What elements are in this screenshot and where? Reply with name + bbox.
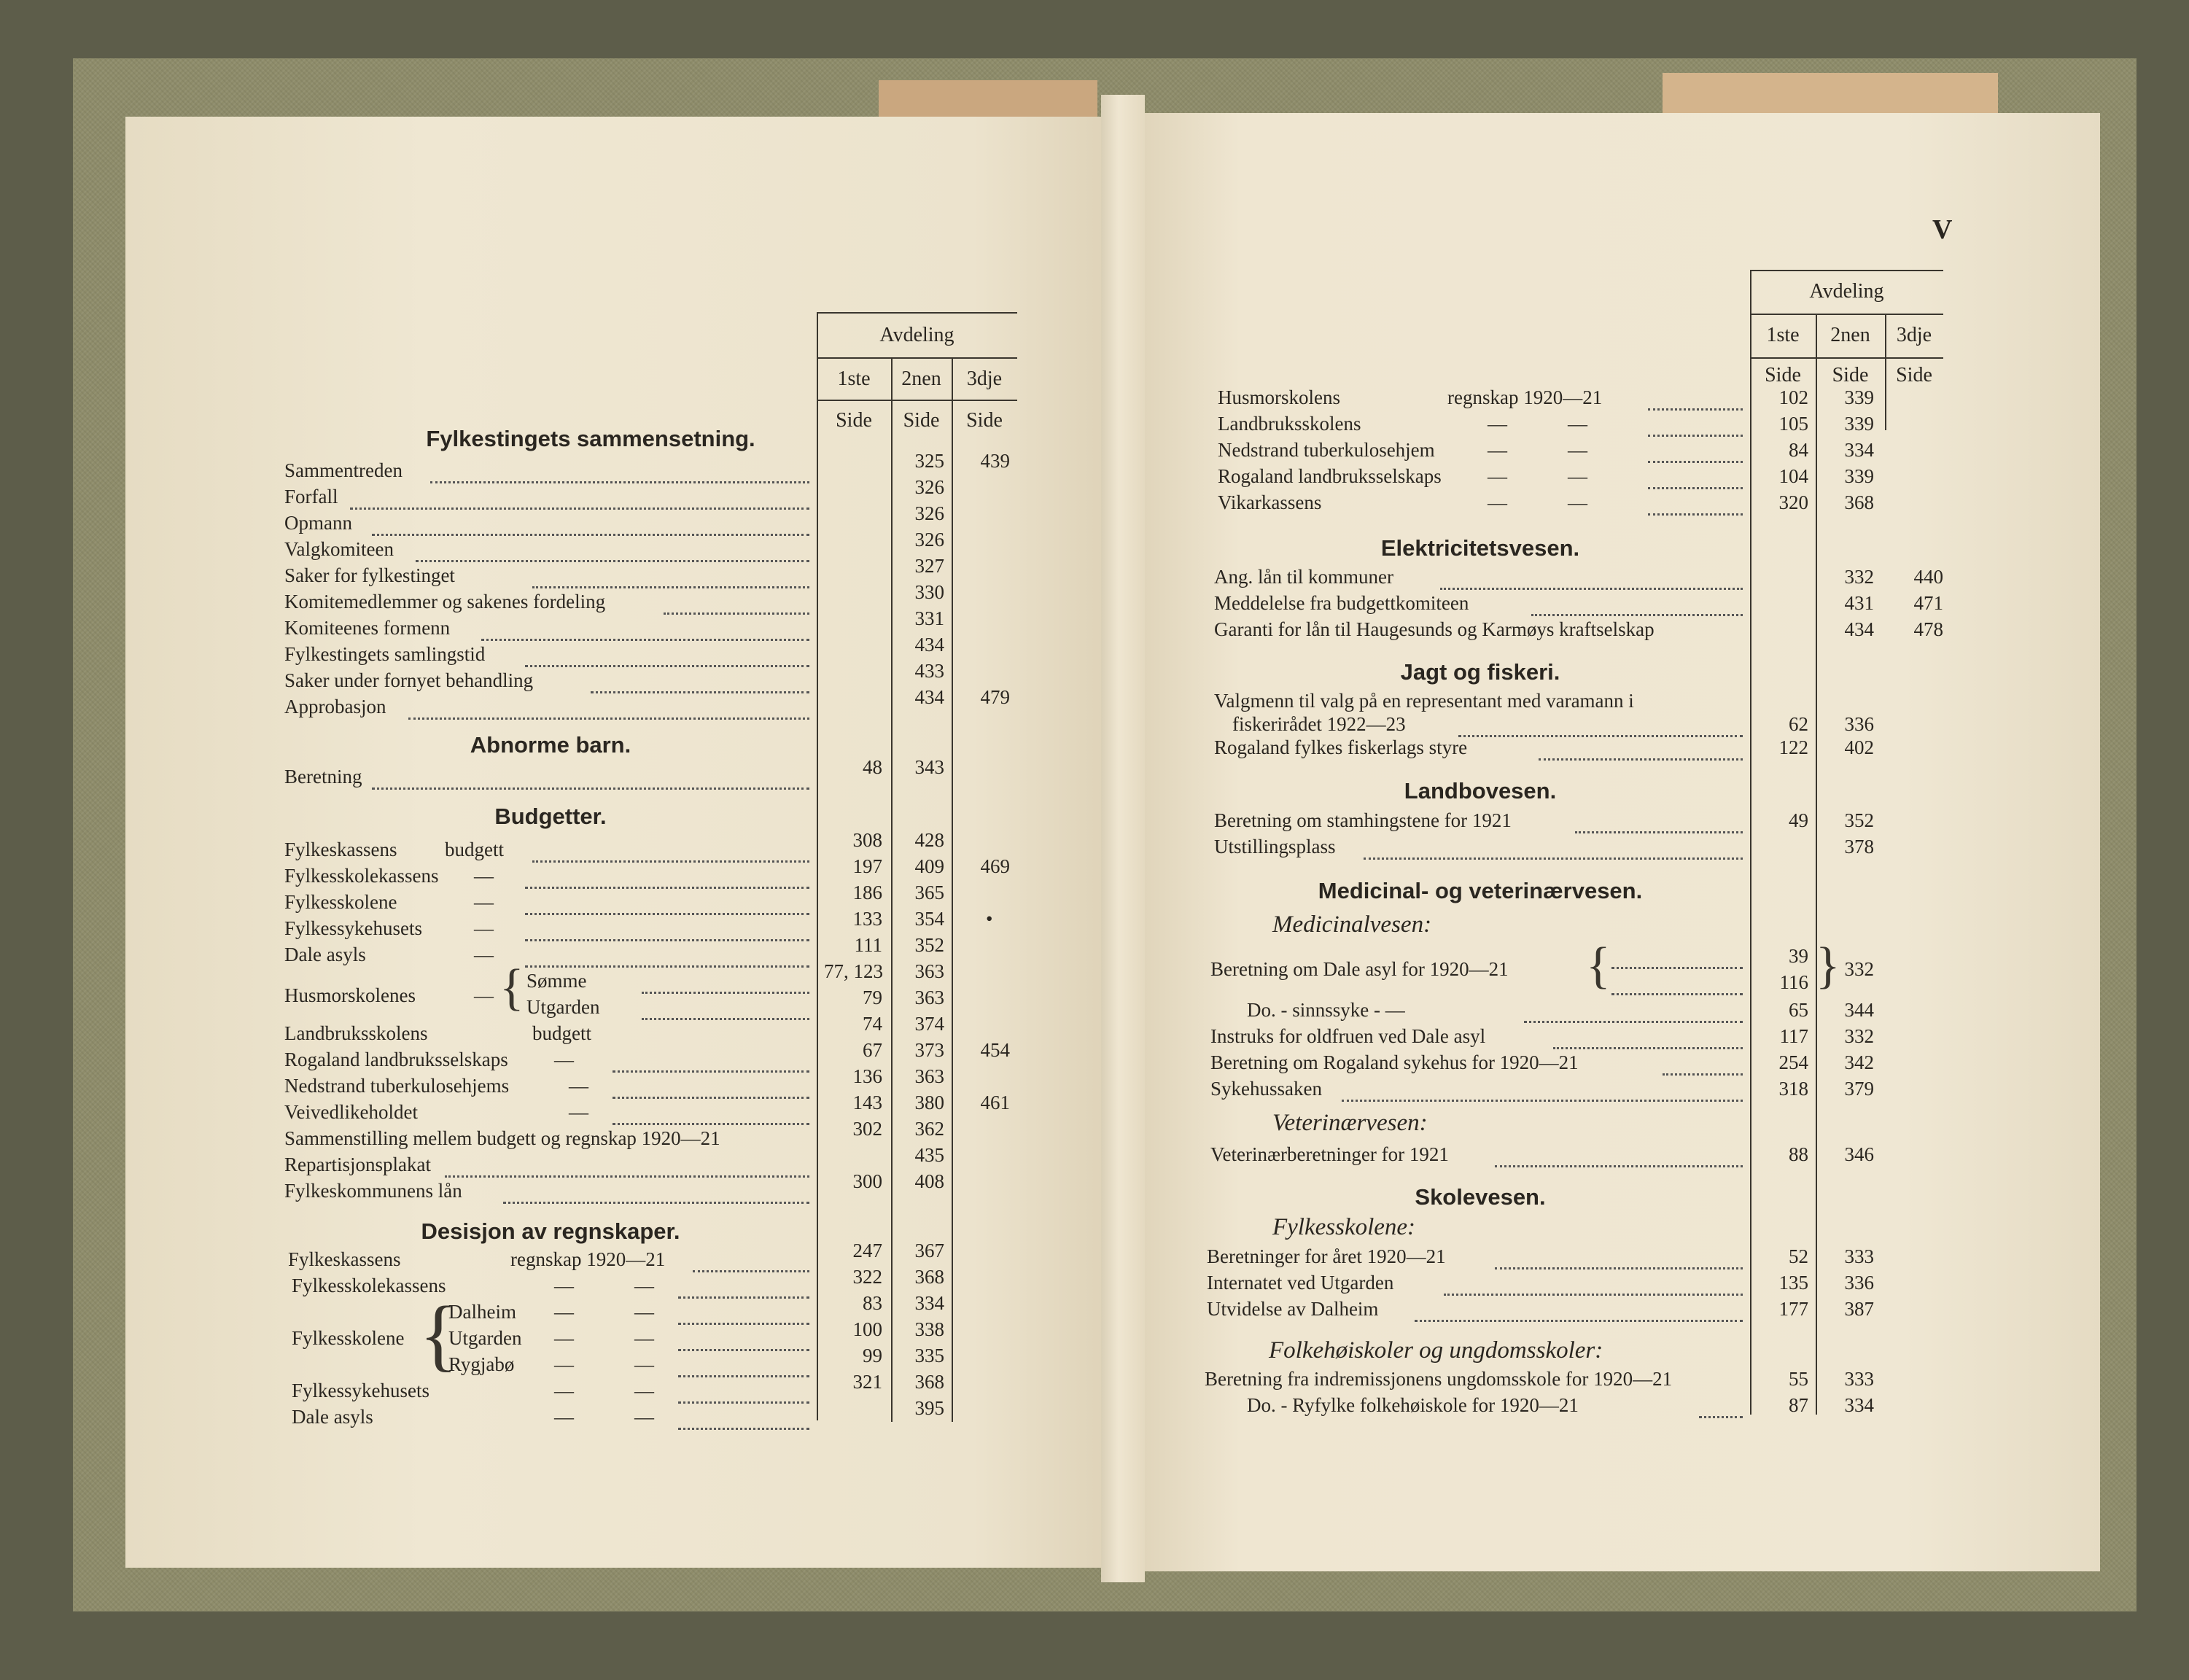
page-ref: 336 [1844, 713, 1874, 735]
ditto: — [554, 1049, 574, 1070]
index-entry: Do. - sinnssyke - — [1247, 999, 1405, 1021]
index-entry: Repartisjonsplakat [284, 1154, 431, 1175]
page-ref: 363 [914, 1065, 944, 1087]
index-entry: Fylkesskolekassens [292, 1275, 446, 1296]
avdeling-header: Avdeling [1809, 280, 1884, 303]
index-entry: Nedstrand tuberkulosehjem [1218, 439, 1435, 461]
ditto: — [1568, 491, 1587, 513]
subsection-heading: Medicinalvesen: [1272, 911, 1432, 938]
page-ref: 326 [914, 529, 944, 551]
ditto: — [474, 891, 494, 913]
index-entry: Landbruksskolens [1218, 413, 1361, 435]
page-ref: 346 [1844, 1143, 1874, 1165]
page-ref: 116 [1779, 971, 1808, 993]
page-ref: 333 [1844, 1245, 1874, 1267]
side-label: Side [1832, 364, 1869, 386]
index-entry: regnskap 1920—21 [510, 1248, 666, 1270]
index-entry: Beretninger for året 1920—21 [1207, 1245, 1446, 1267]
page-ref: 454 [980, 1039, 1010, 1061]
section-heading: Budgetter. [494, 804, 607, 829]
page-ref: 439 [980, 450, 1010, 472]
ditto: — [474, 984, 494, 1006]
page-ref: 471 [1913, 592, 1943, 614]
page-ref: 117 [1779, 1025, 1808, 1047]
page-ref: 104 [1778, 465, 1808, 487]
index-entry: Sykehussaken [1210, 1078, 1322, 1100]
page-ref: 440 [1913, 566, 1943, 588]
page-ref: 55 [1789, 1368, 1808, 1390]
index-entry: Forfall [284, 486, 338, 508]
index-entry: Fylkesskolene [284, 891, 397, 913]
page-ref: 478 [1913, 618, 1943, 640]
page-ref: 431 [1844, 592, 1874, 614]
index-entry: Fylkesskolekassens [284, 865, 439, 887]
index-entry: Opmann [284, 512, 352, 534]
index-entry: Utstillingsplass [1214, 836, 1336, 858]
page-ref: 84 [1789, 439, 1808, 461]
page-ref: 49 [1789, 809, 1808, 831]
section-heading: Landbovesen. [1404, 778, 1557, 804]
ditto: — [1488, 413, 1507, 435]
section-heading: Medicinal- og veterinærvesen. [1318, 878, 1643, 903]
page-ref: 331 [914, 607, 944, 629]
page-ref: 334 [914, 1292, 944, 1314]
index-entry: Beretning fra indremissjonens ungdomsskole for 1920—21 [1205, 1368, 1673, 1390]
index-entry: Utvidelse av Dalheim [1207, 1298, 1379, 1320]
page-ref: 333 [1844, 1368, 1874, 1390]
index-entry: Dale asyls [284, 944, 366, 965]
index-entry: Internatet ved Utgarden [1207, 1272, 1394, 1294]
index-entry: Rogaland fylkes fiskerlags styre [1214, 736, 1468, 758]
page-ref: 62 [1789, 713, 1808, 735]
side-label: Side [966, 409, 1003, 432]
page-ref: 321 [852, 1371, 882, 1393]
page-ref: 339 [1844, 465, 1874, 487]
ditto: — [1568, 465, 1587, 487]
page-ref: 395 [914, 1397, 944, 1419]
page-tab [879, 80, 1097, 117]
col-2nen: 2nen [1830, 324, 1870, 346]
page-ref: 373 [914, 1039, 944, 1061]
index-entry: Fylkessykehusets [292, 1380, 429, 1401]
page-ref: 362 [914, 1118, 944, 1140]
index-entry: Utgarden [448, 1327, 522, 1349]
page-ref: 363 [914, 987, 944, 1008]
index-entry: Fylkeskassens [284, 839, 397, 860]
page-ref: 133 [852, 908, 882, 930]
page-ref: 368 [1844, 491, 1874, 513]
index-entry: budgett [445, 839, 504, 860]
index-entry: budgett [532, 1022, 591, 1044]
page-ref: 368 [914, 1266, 944, 1288]
page-ref: 254 [1778, 1051, 1808, 1073]
page-ref: 102 [1778, 386, 1808, 408]
page-ref: 363 [914, 960, 944, 982]
page-ref: 143 [852, 1092, 882, 1113]
ditto: — [1568, 439, 1587, 461]
ditto: — [1568, 413, 1587, 435]
index-entry: Rygjabø [448, 1353, 515, 1375]
page-ref: 111 [854, 934, 882, 956]
dot-mark: • [986, 908, 993, 930]
ditto: — [554, 1275, 574, 1296]
index-entry: Vikarkassens [1218, 491, 1322, 513]
index-entry: Komitemedlemmer og sakenes fordeling [284, 591, 606, 612]
subsection-heading: Veterinærvesen: [1272, 1110, 1428, 1136]
page-ref: 367 [914, 1240, 944, 1261]
page-ref: 339 [1844, 386, 1874, 408]
index-entry: Garanti for lån til Haugesunds og Karmøys kraftselskap [1214, 618, 1655, 640]
page-ref: 83 [863, 1292, 882, 1314]
subsection-heading: Folkehøiskoler og ungdomsskoler: [1269, 1337, 1603, 1364]
ditto: — [569, 1101, 588, 1123]
side-label: Side [836, 409, 872, 432]
index-entry: Saker under fornyet behandling [284, 669, 534, 691]
page-ref: 52 [1789, 1245, 1808, 1267]
index-entry: Fylkesskolene [292, 1327, 405, 1349]
side-label: Side [1896, 364, 1932, 386]
ditto: — [1488, 439, 1507, 461]
index-entry: Sammenstilling mellem budgett og regnskap 1920—21 [284, 1127, 720, 1149]
page-ref: 338 [914, 1318, 944, 1340]
ditto: — [634, 1327, 654, 1349]
page-ref: 197 [852, 855, 882, 877]
page-ref: 105 [1778, 413, 1808, 435]
page-ref: 332 [1844, 1025, 1874, 1047]
page-ref: 354 [914, 908, 944, 930]
page-ref: 318 [1778, 1078, 1808, 1100]
page-ref: 434 [914, 686, 944, 708]
page-ref: 334 [1844, 439, 1874, 461]
index-entry: Do. - Ryfylke folkehøiskole for 1920—21 [1247, 1394, 1579, 1416]
ditto: — [474, 865, 494, 887]
index-entry: Sømme [526, 970, 587, 992]
index-entry: Komiteenes formenn [284, 617, 451, 639]
col-3dje: 3dje [1896, 324, 1932, 346]
book-spine [1101, 95, 1145, 1582]
page-ref: 302 [852, 1118, 882, 1140]
ditto: — [1488, 465, 1507, 487]
page-ref: 332 [1844, 958, 1874, 980]
page-ref: 352 [914, 934, 944, 956]
ditto: — [634, 1353, 654, 1375]
page-ref: 122 [1778, 736, 1808, 758]
index-entry: Nedstrand tuberkulosehjems [284, 1075, 510, 1097]
page-ref: 435 [914, 1144, 944, 1166]
index-entry: Beretning om stamhingstene for 1921 [1214, 809, 1512, 831]
page-ref: 339 [1844, 413, 1874, 435]
index-entry: Saker for fylkestinget [284, 564, 455, 586]
index-entry: Ang. lån til kommuner [1214, 566, 1393, 588]
index-entry: Husmorskolenes [284, 984, 416, 1006]
page-ref: 335 [914, 1345, 944, 1366]
page-ref: 433 [914, 660, 944, 682]
page-ref: 479 [980, 686, 1010, 708]
page-ref: 368 [914, 1371, 944, 1393]
section-heading: Desisjon av regnskaper. [421, 1218, 680, 1244]
page-ref: 88 [1789, 1143, 1808, 1165]
ditto: — [1488, 491, 1507, 513]
page-ref: 79 [863, 987, 882, 1008]
index-entry: Rogaland landbruksselskaps [1218, 465, 1442, 487]
section-heading: Abnorme barn. [470, 732, 631, 758]
ditto: — [554, 1301, 574, 1323]
side-label: Side [1765, 364, 1801, 386]
ditto: — [634, 1406, 654, 1428]
page-ref: 334 [1844, 1394, 1874, 1416]
page-ref: 326 [914, 502, 944, 524]
index-entry: Meddelelse fra budgettkomiteen [1214, 592, 1469, 614]
page-ref: 65 [1789, 999, 1808, 1021]
section-heading: Jagt og fiskeri. [1400, 659, 1560, 685]
page-ref: 300 [852, 1170, 882, 1192]
col-1ste: 1ste [1766, 324, 1800, 346]
section-heading: Elektricitetsvesen. [1380, 535, 1580, 561]
page-ref: 177 [1778, 1298, 1808, 1320]
page-ref: 408 [914, 1170, 944, 1192]
index-entry: Husmorskolens [1218, 386, 1340, 408]
page-ref: 379 [1844, 1078, 1874, 1100]
page-ref: 100 [852, 1318, 882, 1340]
page-ref: 325 [914, 450, 944, 472]
page-number: V [1932, 214, 1953, 245]
col-2nen: 2nen [901, 368, 941, 390]
page-ref: 402 [1844, 736, 1874, 758]
side-label: Side [903, 409, 940, 432]
page-ref: 428 [914, 829, 944, 851]
index-entry: Fylkestingets samlingstid [284, 643, 486, 665]
index-entry: Beretning om Dale asyl for 1920—21 [1210, 958, 1509, 980]
subsection-heading: Fylkesskolene: [1272, 1214, 1416, 1240]
page-ref: 378 [1844, 836, 1874, 858]
page-ref: 343 [914, 756, 944, 778]
section-heading: Skolevesen. [1415, 1184, 1546, 1210]
ditto: — [554, 1406, 574, 1428]
page-ref: 434 [914, 634, 944, 656]
page-ref: 48 [863, 756, 882, 778]
index-entry: Instruks for oldfruen ved Dale asyl [1210, 1025, 1486, 1047]
page-ref: 135 [1778, 1272, 1808, 1294]
ditto: — [554, 1327, 574, 1349]
index-entry: Valgmenn til valg på en representant med varamann i [1214, 690, 1634, 712]
page-ref: 186 [852, 882, 882, 903]
page-ref: 365 [914, 882, 944, 903]
index-entry: Beretning om Rogaland sykehus for 1920—21 [1210, 1051, 1579, 1073]
ditto: — [474, 917, 494, 939]
page-ref: 67 [863, 1039, 882, 1061]
page-ref: 77, 123 [824, 960, 883, 982]
page-ref: 99 [863, 1345, 882, 1366]
page-ref: 409 [914, 855, 944, 877]
page-ref: 87 [1789, 1394, 1808, 1416]
ditto: — [634, 1275, 654, 1296]
index-entry: fiskerirådet 1922—23 [1232, 713, 1406, 735]
page-ref: 330 [914, 581, 944, 603]
page-ref: 387 [1844, 1298, 1874, 1320]
page-ref: 136 [852, 1065, 882, 1087]
index-entry: Utgarden [526, 996, 600, 1018]
section-heading: Fylkestingets sammensetning. [426, 426, 755, 451]
page-ref: 344 [1844, 999, 1874, 1021]
index-entry: Fylkessykehusets [284, 917, 422, 939]
index-entry: Veterinærberetninger for 1921 [1210, 1143, 1449, 1165]
avdeling-header: Avdeling [879, 324, 954, 346]
index-entry: Beretning [284, 766, 362, 788]
page-ref: 342 [1844, 1051, 1874, 1073]
page-ref: 322 [852, 1266, 882, 1288]
ditto: — [554, 1353, 574, 1375]
page-ref: 39 [1789, 945, 1808, 967]
index-entry: Dalheim [448, 1301, 516, 1323]
ditto: — [554, 1380, 574, 1401]
index-entry: Fylkeskassens [288, 1248, 401, 1270]
page-tab-right [1663, 73, 1998, 117]
col-1ste: 1ste [837, 368, 871, 390]
col-3dje: 3dje [966, 368, 1003, 390]
page-ref: 320 [1778, 491, 1808, 513]
index-entry: Approbasjon [284, 696, 386, 718]
page-ref: 374 [914, 1013, 944, 1035]
index-entry: Sammentreden [284, 459, 403, 481]
page-ref: 461 [980, 1092, 1010, 1113]
index-entry: Dale asyls [292, 1406, 373, 1428]
page-ref: 74 [863, 1013, 882, 1035]
index-entry: Veivedlikeholdet [284, 1101, 418, 1123]
page-ref: 380 [914, 1092, 944, 1113]
ditto: — [474, 944, 494, 965]
ditto: — [634, 1301, 654, 1323]
page-ref: 336 [1844, 1272, 1874, 1294]
page-ref: 308 [852, 829, 882, 851]
page-ref: 327 [914, 555, 944, 577]
ditto: — [634, 1380, 654, 1401]
index-entry: Landbruksskolens [284, 1022, 428, 1044]
page-ref: 469 [980, 855, 1010, 877]
index-entry: Rogaland landbruksselskaps [284, 1049, 508, 1070]
page-ref: 434 [1844, 618, 1874, 640]
page-ref: 326 [914, 476, 944, 498]
page-ref: 247 [852, 1240, 882, 1261]
index-entry: regnskap 1920—21 [1447, 386, 1603, 408]
index-entry: Valgkomiteen [284, 538, 394, 560]
page-ref: 332 [1844, 566, 1874, 588]
ditto: — [569, 1075, 588, 1097]
page-ref: 352 [1844, 809, 1874, 831]
index-entry: Fylkeskommunens lån [284, 1180, 462, 1202]
